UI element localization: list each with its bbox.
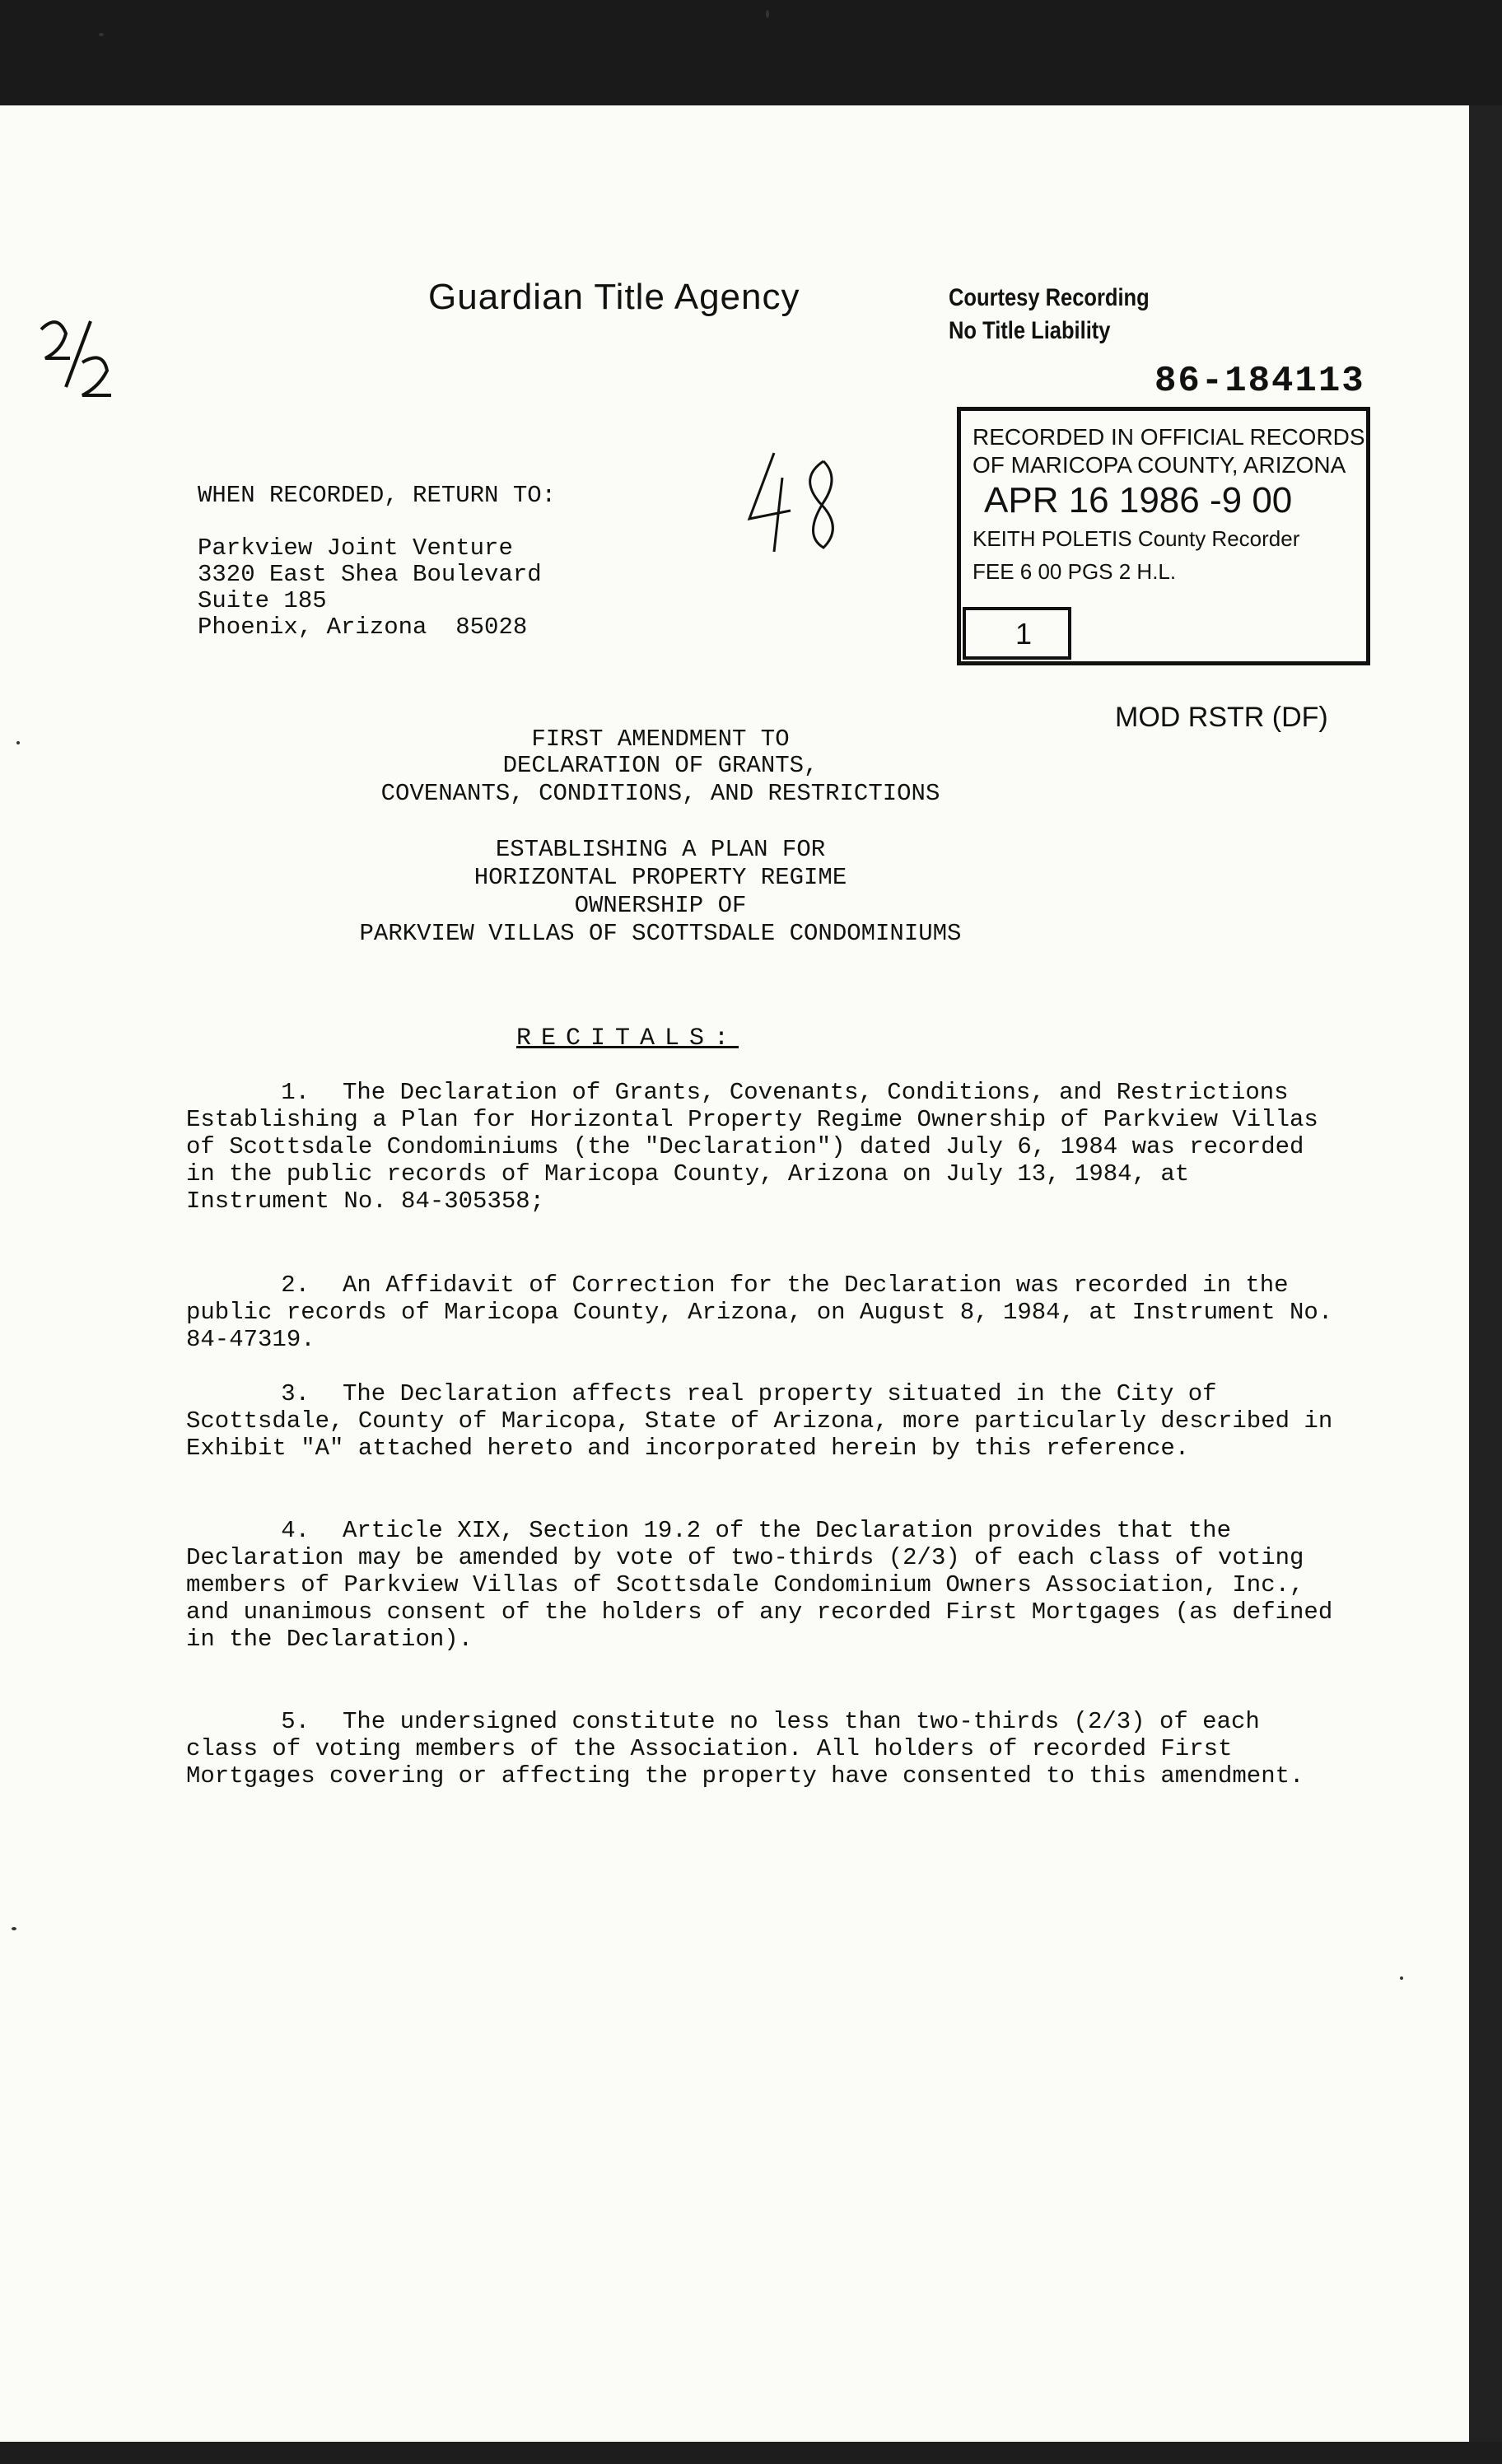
- courtesy-recording-note: [949, 282, 1150, 348]
- recital-text: The Declaration of Grants, Covenants, Conditions, and Restrictions Establishing a Plan for Horizontal Property Regime Ownership of Parkview Villas of Scottsdale Condominiums (the "Declaration") dated July 6, 1984 was recorded in the public records of Maricopa County, Arizona on July 13, 1984, at Instrument No. 84-305358;: [186, 1079, 1318, 1215]
- scan-speck: [766, 10, 769, 18]
- handwritten-fraction-mark: [33, 313, 124, 404]
- recital-number: 1.: [281, 1079, 310, 1106]
- stamp-box-value: 1: [1015, 617, 1033, 651]
- title-line-5: HORIZONTAL PROPERTY REGIME: [473, 864, 847, 891]
- recital-text: An Affidavit of Correction for the Declaration was recorded in the public records of Maricopa County, Arizona, on August 8, 1984, at Instrument No. 84-47319.: [186, 1272, 1333, 1353]
- scan-edge-bottom: [0, 2442, 1502, 2464]
- instrument-number: 86-184113: [1154, 361, 1365, 402]
- recital-number: 4.: [281, 1517, 310, 1544]
- stamp-fee: FEE 6 00 PGS 2 H.L.: [973, 559, 1177, 584]
- scan-speck: [12, 1927, 16, 1930]
- stamp-date: APR 16 1986 -9 00: [984, 480, 1293, 520]
- title-line-3: COVENANTS, CONDITIONS, AND RESTRICTIONS: [380, 780, 940, 807]
- recitals-heading: RECITALS:: [515, 1024, 739, 1052]
- recording-stamp: [957, 407, 1370, 665]
- recital-paragraph: [186, 1708, 1339, 1790]
- title-line-6: OWNERSHIP OF: [574, 892, 747, 919]
- recital-text: Article XIX, Section 19.2 of the Declaration provides that the Declaration may be amended by vote of two-thirds (2/3) of each class of voting members of Parkview Villas of Scottsdale Condominium Owners Association, Inc., and unanimous consent of the holders of any recorded First Mortgages (as defined in the Declaration).: [186, 1517, 1333, 1653]
- stamp-line-2: OF MARICOPA COUNTY, ARIZONA: [973, 452, 1346, 478]
- stamp-recorder: KEITH POLETIS County Recorder: [973, 526, 1300, 551]
- recital-text: The Declaration affects real property situated in the City of Scottsdale, County of Maricopa, State of Arizona, more particularly described in Exhibit "A" attached hereto and incorporated herein by this reference.: [186, 1380, 1333, 1462]
- recital-paragraph: [186, 1380, 1339, 1462]
- return-to-line-4: Phoenix, Arizona 85028: [198, 614, 528, 641]
- title-line-7: PARKVIEW VILLAS OF SCOTTSDALE CONDOMINIUMS: [359, 920, 962, 947]
- agency-name: Guardian Title Agency: [428, 277, 800, 317]
- scan-edge-right: [1469, 105, 1502, 2464]
- return-to-line-2: 3320 East Shea Boulevard: [198, 561, 542, 588]
- mod-code: MOD RSTR (DF): [1115, 702, 1328, 733]
- recital-number: 2.: [281, 1272, 310, 1299]
- recital-text: The undersigned constitute no less than two-thirds (2/3) of each class of voting members of the Association. All holders of recorded First Mortgages covering or affecting the property have consented to this amendment.: [186, 1708, 1304, 1790]
- courtesy-line-2: No Title Liability: [949, 317, 1111, 344]
- courtesy-line-1: Courtesy Recording: [949, 284, 1150, 311]
- return-to-line-3: Suite 185: [198, 587, 327, 614]
- return-to-heading: WHEN RECORDED, RETURN TO:: [198, 482, 557, 509]
- stamp-line-1: RECORDED IN OFFICIAL RECORDS: [973, 424, 1365, 450]
- scan-speck: [1400, 1976, 1403, 1980]
- title-line-4: ESTABLISHING A PLAN FOR: [495, 836, 826, 863]
- title-line-1: FIRST AMENDMENT TO: [531, 726, 790, 753]
- recital-paragraph: [186, 1079, 1339, 1215]
- recital-number: 3.: [281, 1380, 310, 1407]
- handwritten-number-mark: [741, 445, 856, 560]
- recital-paragraph: [186, 1272, 1339, 1353]
- title-line-2: DECLARATION OF GRANTS,: [502, 752, 819, 779]
- scan-speck: [99, 33, 104, 36]
- stamp-box: [963, 607, 1071, 660]
- return-to-line-1: Parkview Joint Venture: [198, 534, 513, 562]
- recital-number: 5.: [281, 1708, 310, 1735]
- recital-paragraph: [186, 1517, 1339, 1653]
